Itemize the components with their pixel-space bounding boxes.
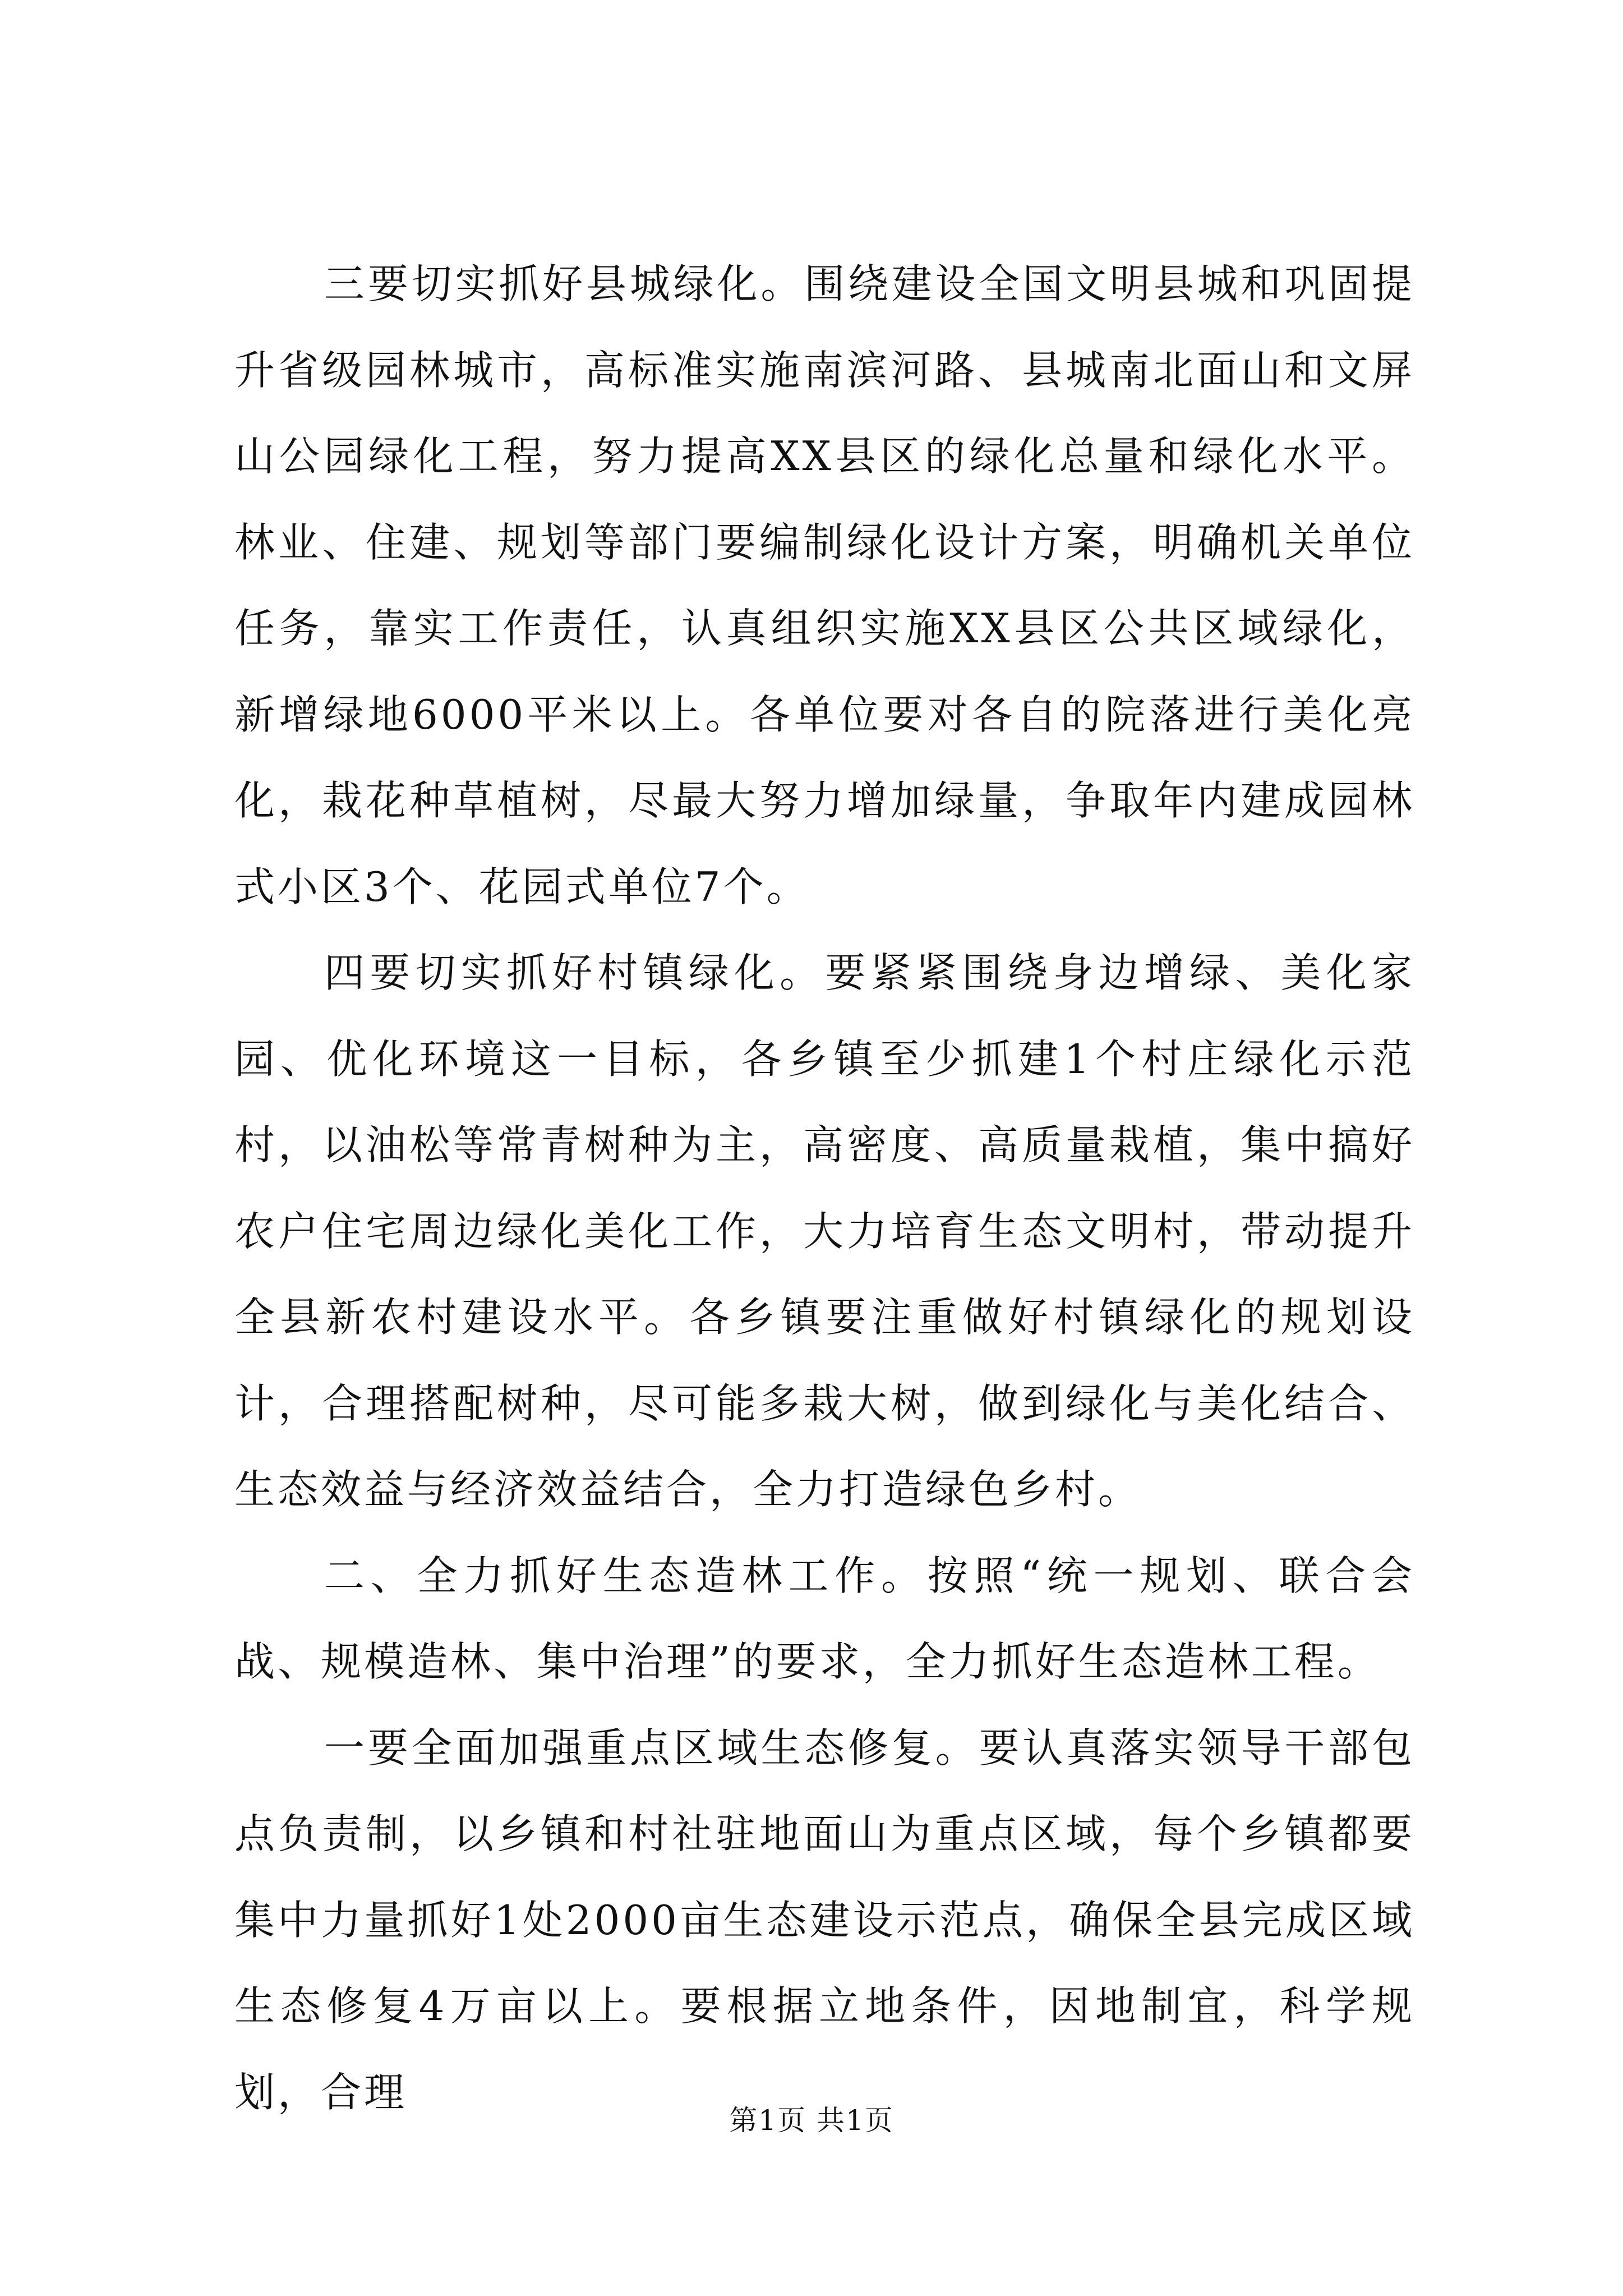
paragraph-village-greening: 四要切实抓好村镇绿化。要紧紧围绕身边增绿、美化家园、优化环境这一目标，各乡镇至少抓建1个村庄绿化示范村，以油松等常青树种为主，高密度、高质量栽植，集中搞好农户住宅周边绿化美化工作，大力培育生态文明村，带动提升全县新农村建设水平。各乡镇要注重做好村镇绿化的规划设计，合理搭配树种，尽可能多栽大树，做到绿化与美化结合、生态效益与经济效益结合，全力打造绿色乡村。 — [234, 949, 1415, 1513]
page-footer: 第1页 共1页 — [729, 2104, 894, 2137]
paragraph-ecological-restoration: 一要全面加强重点区域生态修复。要认真落实领导干部包点负责制，以乡镇和村社驻地面山为重点区域，每个乡镇都要集中力量抓好1处2000亩生态建设示范点，确保全县完成区域生态修复4万亩以上。要根据立地条件，因地制宜，科学规划，合理 — [234, 1724, 1415, 2116]
paragraph-ecological-afforestation: 二、全力抓好生态造林工作。按照“统一规划、联合会战、规模造林、集中治理”的要求，全力抓好生态造林工程。 — [234, 1552, 1415, 1685]
document-body — [234, 241, 1415, 2136]
paragraph-county-greening: 三要切实抓好县城绿化。围绕建设全国文明县城和巩固提升省级园林城市，高标准实施南滨河路、县城南北面山和文屏山公园绿化工程，努力提高XX县区的绿化总量和绿化水平。林业、住建、规划等部门要编制绿化设计方案，明确机关单位任务，靠实工作责任，认真组织实施XX县区公共区域绿化，新增绿地6000平米以上。各单位要对各自的院落进行美化亮化，栽花种草植树，尽最大努力增加绿量，争取年内建成园林式小区3个、花园式单位7个。 — [234, 260, 1415, 910]
